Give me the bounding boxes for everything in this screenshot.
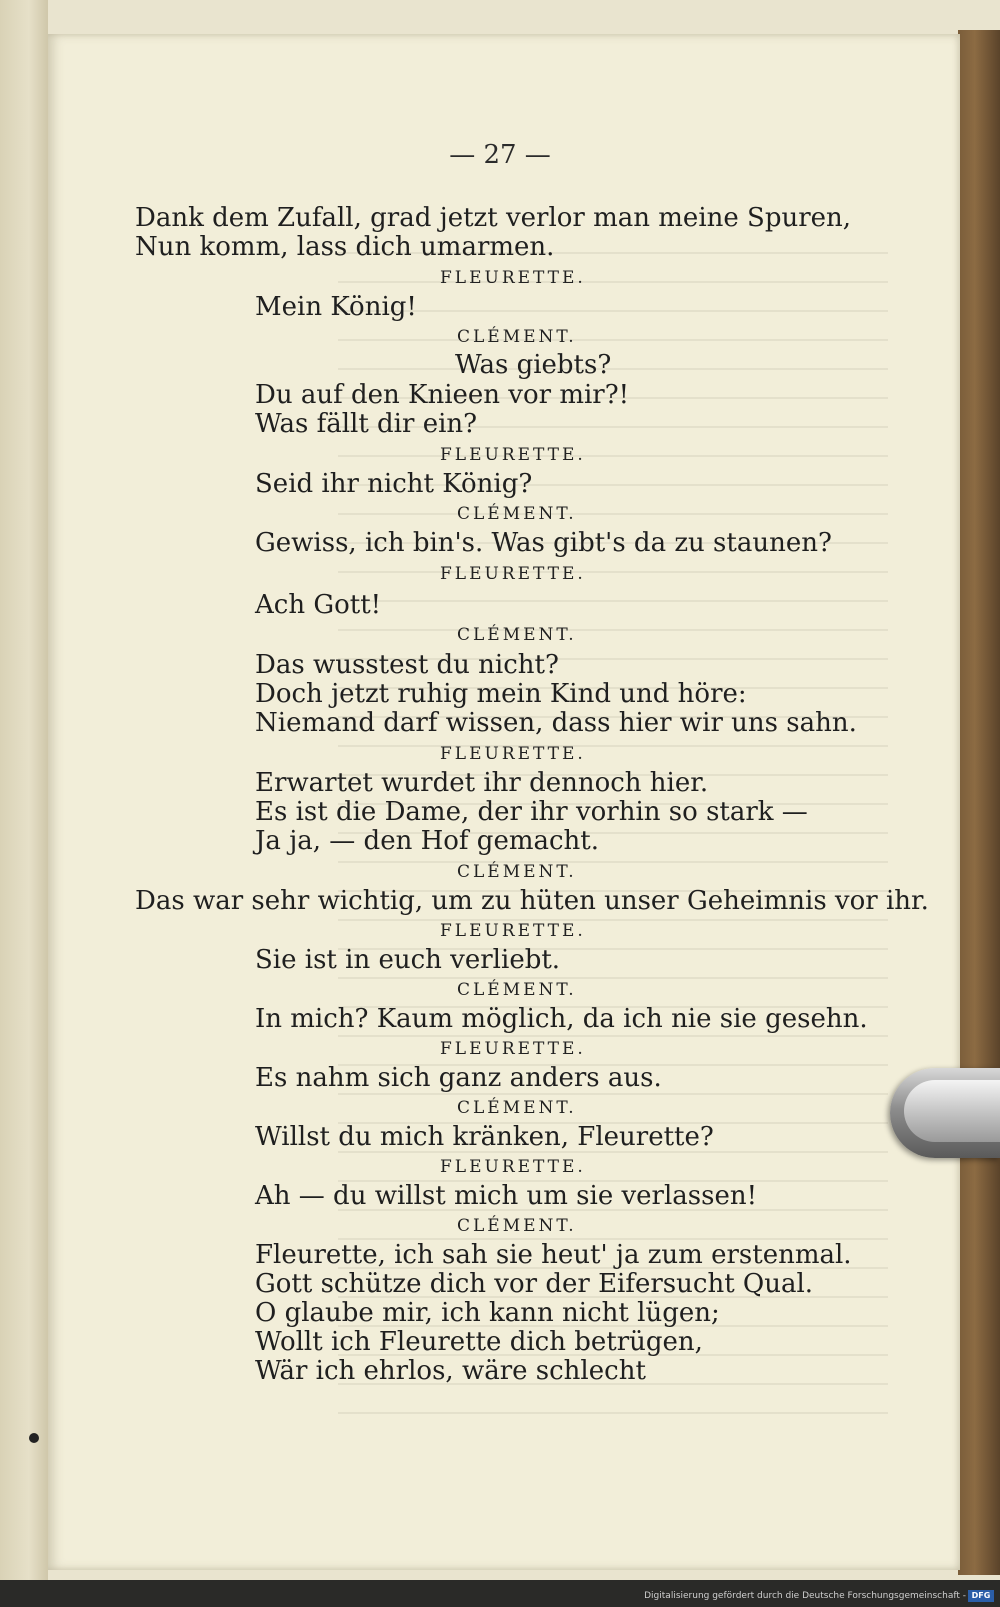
verse-line: O glaube mir, ich kann nicht lügen; <box>255 1298 720 1328</box>
footer-credit: Digitalisierung gefördert durch die Deutsche Forschungsgemeinschaft - <box>644 1591 966 1601</box>
verse-line: Was fällt dir ein? <box>255 409 478 439</box>
verse-line: Was giebts? <box>455 350 612 380</box>
verse-line: Wär ich ehrlos, wäre schlecht <box>255 1356 646 1386</box>
page-clip <box>890 1068 1000 1158</box>
speaker-name: CLÉMENT. <box>457 1216 577 1236</box>
verse-line: Mein König! <box>255 292 417 322</box>
speaker-name: FLEURETTE. <box>440 921 586 941</box>
verse-line: Gott schütze dich vor der Eifersucht Qual. <box>255 1269 814 1299</box>
verse-line: Ah — du willst mich um sie verlassen! <box>255 1181 758 1211</box>
verse-line: Fleurette, ich sah sie heut' ja zum erstenmal. <box>255 1240 852 1270</box>
verse-line: Sie ist in euch verliebt. <box>255 945 561 975</box>
verse-line: Es nahm sich ganz anders aus. <box>255 1063 662 1093</box>
verse-line: Das war sehr wichtig, um zu hüten unser Geheimnis vor ihr. <box>135 886 929 916</box>
speaker-name: CLÉMENT. <box>457 980 577 1000</box>
speaker-name: FLEURETTE. <box>440 445 586 465</box>
book-cover-edge <box>958 30 1000 1575</box>
speaker-name: CLÉMENT. <box>457 625 577 645</box>
speaker-name: FLEURETTE. <box>440 744 586 764</box>
margin-dot <box>29 1433 39 1443</box>
speaker-name: CLÉMENT. <box>457 1098 577 1118</box>
speaker-name: FLEURETTE. <box>440 268 586 288</box>
page-number: — 27 — <box>449 140 551 170</box>
verse-line: Du auf den Knieen vor mir?! <box>255 380 630 410</box>
verse-line: Dank dem Zufall, grad jetzt verlor man meine Spuren, <box>135 203 852 233</box>
verse-line: Das wusstest du nicht? <box>255 650 559 680</box>
speaker-name: FLEURETTE. <box>440 1039 586 1059</box>
verse-line: Niemand darf wissen, dass hier wir uns sahn. <box>255 708 857 738</box>
verse-line: Erwartet wurdet ihr dennoch hier. <box>255 768 709 798</box>
page-clip-highlight <box>904 1080 1000 1142</box>
verse-line: Ja ja, — den Hof gemacht. <box>255 826 600 856</box>
footer-bar <box>0 1588 1000 1607</box>
left-page-edge <box>0 0 48 1580</box>
verse-line: Es ist die Dame, der ihr vorhin so stark — <box>255 797 808 827</box>
verse-line: In mich? Kaum möglich, da ich nie sie gesehn. <box>255 1004 868 1034</box>
speaker-name: FLEURETTE. <box>440 1157 586 1177</box>
verse-line: Wollt ich Fleurette dich betrügen, <box>255 1327 703 1357</box>
verse-line: Gewiss, ich bin's. Was gibt's da zu staunen? <box>255 528 832 558</box>
verse-line: Seid ihr nicht König? <box>255 469 533 499</box>
verse-line: Willst du mich kränken, Fleurette? <box>255 1122 714 1152</box>
speaker-name: CLÉMENT. <box>457 504 577 524</box>
speaker-name: CLÉMENT. <box>457 327 577 347</box>
verse-line: Doch jetzt ruhig mein Kind und höre: <box>255 679 747 709</box>
dfg-logo: DFG <box>968 1590 994 1602</box>
verse-line: Nun komm, lass dich umarmen. <box>135 232 555 262</box>
verse-line: Ach Gott! <box>255 590 382 620</box>
speaker-name: CLÉMENT. <box>457 862 577 882</box>
speaker-name: FLEURETTE. <box>440 564 586 584</box>
